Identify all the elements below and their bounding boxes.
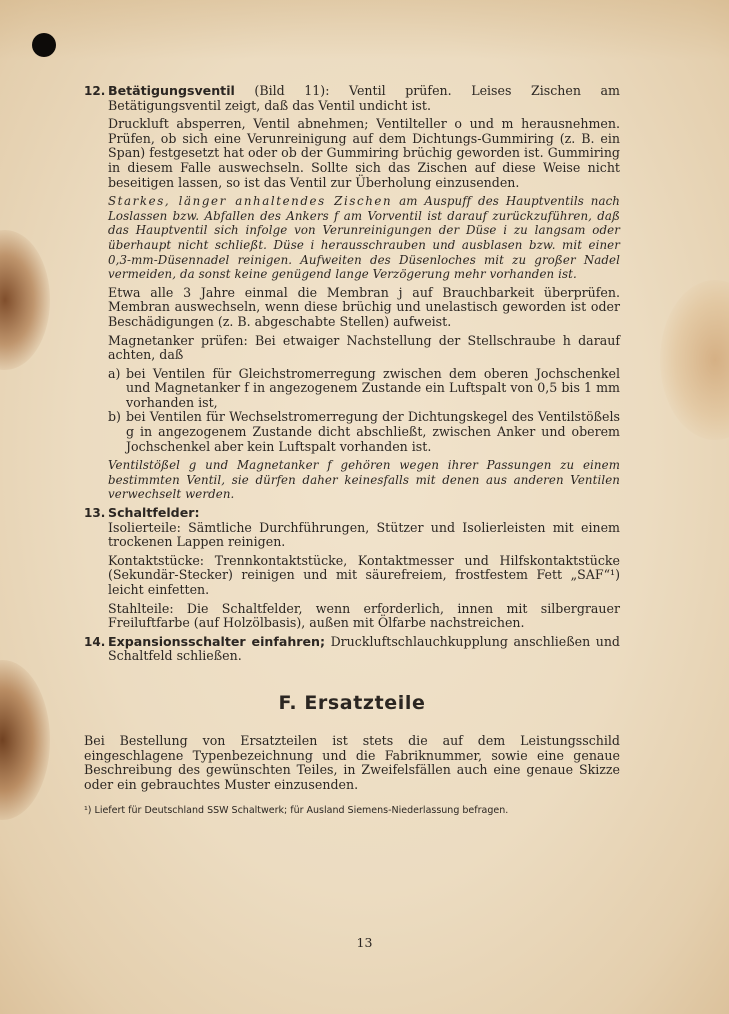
italic-note: Starkes, länger anhaltendes Zischen am Auspuff des Hauptventils nach Loslassen bzw. Abfallen des Ankers f am Vorventil ist darauf zurückzuführen, daß das Hauptventil sich infolge von Verunreinigungen der Düse i zu langsam oder überhaupt nicht schließt. Düse i herausschrauben und ausblasen bzw. mit einer 0,3-mm-Düsennadel reinigen. Aufweiten des Düsenloches mit zu großer Nadel vermeiden, da sonst keine genügend lange Verzögerung mehr vorhanden ist. [108,194,620,282]
paragraph: Betätigungsventil (Bild 11): Ventil prüfen. Leises Zischen am Betätigungsventil zeigt, daß das Ventil undicht ist. [108,83,620,113]
paragraph: Bei Bestellung von Ersatzteilen ist stets die auf dem Leistungsschild eingeschlagene Typenbezeichnung und die Fabriknummer, sowie eine genaue Beschreibung des gewünschten Teiles, in Zweifelsfällen auch eine genaue Skizze oder ein gebrauchtes Muster einzusenden. [84,732,620,792]
section-14 [84,635,620,664]
paragraph: Etwa alle 3 Jahre einmal die Membran j auf Brauchbarkeit überprüfen. Membran auswechseln, wenn diese brüchig und unelastisch geworden ist oder Beschädigungen (z. B. abgeschabte Stellen) aufweist. [108,284,620,329]
paragraph [108,506,620,521]
paragraph: Kontaktstücke: Trennkontaktstücke, Kontaktmesser und Hilfskontaktstücke (Sekundär-Stecker) reinigen und mit säurefreiem, frostfestem Fett „SAF“¹) leicht einfetten. [108,552,620,597]
stain [0,230,50,370]
chapter-heading: F. Ersatzteile [278,691,426,714]
footnote-divider [84,798,174,799]
punch-hole [32,33,56,57]
italic-note: Ventilstößel g und Magnetanker f gehören wegen ihrer Passungen zu einem bestimmten Ventil, sie dürfen daher keinesfalls mit denen aus anderen Ventilen verwechselt werden. [108,458,620,502]
paragraph: Expansionsschalter einfahren; Druckluftschlauchkupplung anschließen und Schaltfeld schließen. [108,633,620,664]
section-number: 13. [84,506,106,521]
stain [0,0,729,60]
page-number: 13 [356,935,373,950]
paragraph: Magnetanker prüfen: Bei etwaiger Nachstellung der Stellschraube h darauf achten, daß [108,332,620,363]
paragraph: Druckluft absperren, Ventil abnehmen; Ventilteller o und m herausnehmen. Prüfen, ob sich eine Verunreinigung auf dem Dichtungs-Gummiring (z. B. ein Span) festgesetzt hat oder ob der Gummiring brüchig geworden ist. Gummiring in diesem Falle auswechseln. Sollte sich das Zischen auf diese Weise nicht beseitigen lassen, so ist das Ventil zur Überholung einzusenden. [108,116,620,190]
section-12 [84,84,620,502]
section-heading: Betätigungsventil [108,83,235,98]
page-content [84,84,620,817]
paragraph: Stahlteile: Die Schaltfelder, wenn erforderlich, innen mit silbergrauer Freiluftfarbe (auf Holzölbasis), außen mit Ölfarbe nachstreichen. [108,600,620,631]
stain [660,280,729,440]
section-number: 12. [84,84,106,98]
paragraph: Isolierteile: Sämtliche Durchführungen, Stützer und Isolierleisten mit einem trockenen Lappen reinigen. [108,519,620,550]
section-heading: Expansionsschalter einfahren; [108,633,326,649]
section-heading: Schaltfelder: [108,505,200,521]
list-item: a) bei Ventilen für Gleichstromerregung zwischen dem oberen Jochschenkel und Magnetanker f in angezogenem Zustande ein Luftspalt von 0,5 bis 1 mm vorhanden ist, [108,365,620,410]
footnote: ¹) Liefert für Deutschland SSW Schaltwerk; für Ausland Siemens-Niederlassung befragen. [84,805,509,817]
item-list [108,367,620,455]
section-number: 14. [84,634,106,649]
list-item: b) bei Ventilen für Wechselstromerregung der Dichtungskegel des Ventilstößels g in angezogenem Zustande dicht abschließt, zwischen Anker und oberem Jochschenkel aber kein Luftspalt vorhanden ist. [108,409,620,454]
stain [0,660,50,820]
section-13 [84,506,620,631]
